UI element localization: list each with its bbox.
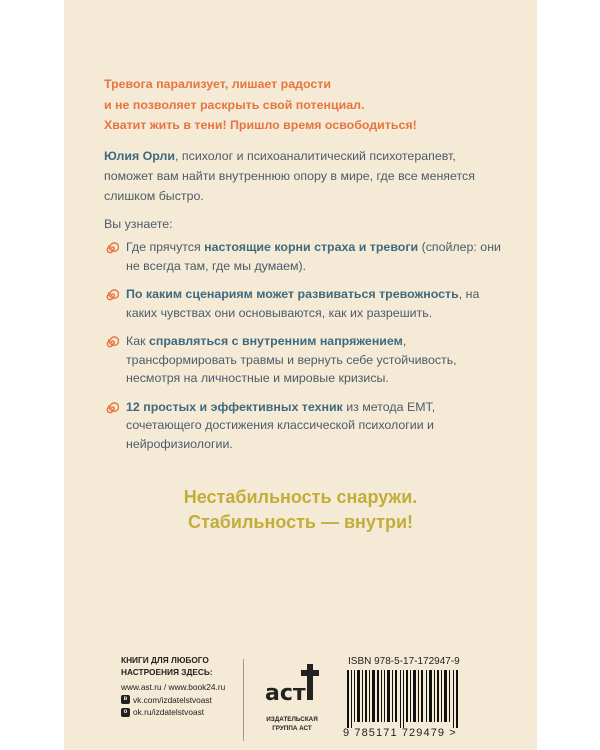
barcode-digits: 9 785171 729479 > (343, 727, 457, 739)
bullet-item: Где прячутся настоящие корни страха и тревоги (спойлер: они не всегда там, где мы думаем). (104, 238, 504, 275)
intro-line: Хватит жить в тени! Пришло время освободиться! (104, 118, 417, 132)
intro-line: Тревога парализует, лишает радости (104, 77, 331, 91)
intro-text (104, 74, 524, 136)
books-heading: КНИГИ ДЛЯ ЛЮБОГО НАСТРОЕНИЯ ЗДЕСЬ: (121, 655, 213, 677)
publisher-logo (257, 660, 327, 740)
ast-logo-icon (257, 660, 327, 714)
bullet-item: Как справляться с внутренним напряжением, трансформировать травмы и вернуть себе устойчивость, несмотря на личностные и мировые кризисы. (104, 332, 504, 388)
tagline-line-2: Стабильность — внутри! (187, 512, 414, 532)
tagline-line-1: Нестабильность снаружи. (183, 487, 418, 507)
spiral-icon (104, 401, 119, 416)
ok-icon: о (121, 708, 130, 717)
vk-link[interactable]: в vk.com/izdatelstvoast (121, 694, 225, 707)
publisher-name: ИЗДАТЕЛЬСКАЯ ГРУППА АСТ (266, 716, 318, 732)
bullet-list (104, 238, 504, 463)
ok-link[interactable]: о ok.ru/izdatelstvoast (121, 706, 225, 719)
author-name: Юлия Орли (104, 149, 176, 163)
books-links (121, 681, 225, 719)
author-description: , психолог и психоаналитический психотерапевт, поможет вам найти внутреннюю опору в мире, где все меняется слишком быстро. (104, 149, 475, 203)
svg-text:аст: аст (265, 681, 306, 706)
book-back-cover (64, 0, 537, 750)
bullet-item: По каким сценариям может развиваться тревожность, на каких чувствах они основываются, как их разрешить. (104, 285, 504, 322)
footer-divider (243, 659, 244, 741)
isbn-label: ISBN 978-5-17-172947-9 (348, 656, 460, 667)
barcode (347, 670, 461, 728)
spiral-icon (104, 241, 119, 256)
cover-footer (121, 655, 536, 750)
vk-icon: в (121, 695, 130, 704)
bullet-item: 12 простых и эффективных техник из метода ЕМТ, сочетающего достижения классической психологии и нейрофизиологии. (104, 398, 504, 454)
sites-link[interactable]: www.ast.ru / www.book24.ru (121, 682, 226, 692)
author-paragraph (104, 146, 504, 206)
intro-line: и не позволяет раскрыть свой потенциал. (104, 97, 365, 112)
spiral-icon (104, 288, 119, 303)
spiral-icon (104, 335, 119, 350)
learn-heading: Вы узнаете: (104, 217, 173, 231)
